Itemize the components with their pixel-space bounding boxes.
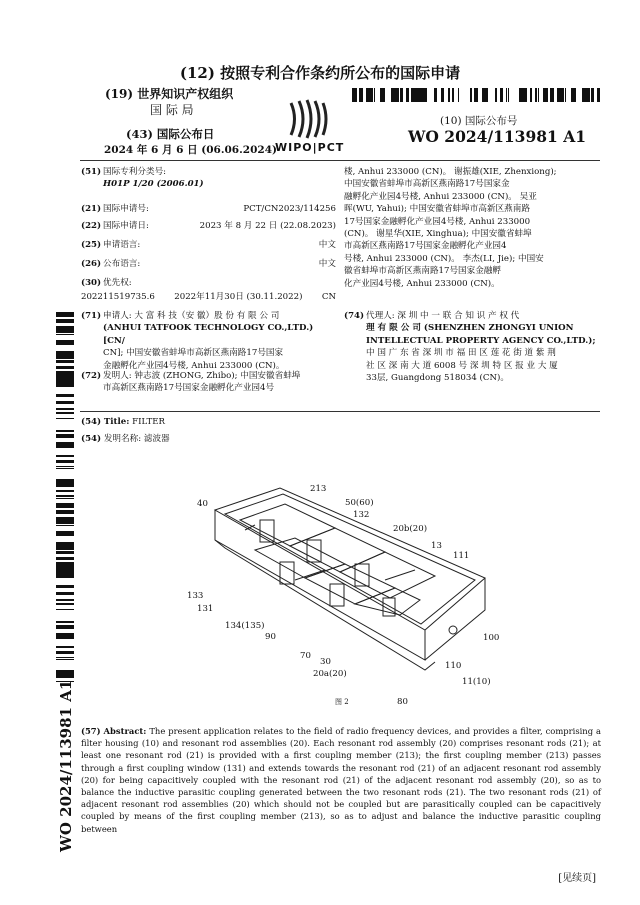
figure-label: 50(60) (345, 498, 374, 508)
inventor-line: 市高新区燕南路17号国家金融孵化产业园4 (344, 241, 507, 252)
publication-number-value: WO 2024/113981 A1 (408, 127, 587, 146)
field-agent (344, 310, 600, 384)
figure-label: 132 (353, 510, 370, 520)
field-ipc (81, 166, 336, 191)
inventor-line: 楼, Anhui 233000 (CN)。 谢振雄(XIE, Zhenxiong); (344, 167, 557, 177)
field-value: 中文 (318, 240, 336, 250)
figure-caption: 图 2 (335, 698, 349, 706)
organization-name: (19) 世界知识产权组织 (105, 87, 234, 101)
priority-number: 202211519735.6 (81, 292, 155, 303)
field-number: (25) (81, 240, 102, 250)
field-value: FILTER (132, 417, 165, 427)
publication-number-label: (10) 国际公布号 (440, 115, 518, 127)
agent-line: 中 国 广 东 省 深 圳 市 福 田 区 莲 花 街 道 紫 荆 (366, 348, 556, 359)
field-number: (51) (81, 167, 102, 177)
title-divider (80, 411, 600, 412)
barcode-icon (352, 88, 600, 102)
title-english (81, 416, 165, 428)
agent-line: 代理人: 深 圳 中 一 联 合 知 识 产 权 代 (366, 311, 520, 321)
field-label: Title: (103, 417, 130, 427)
field-number: (74) (344, 311, 365, 321)
applicant-line: (ANHUI TATFOOK TECHNOLOGY CO.,LTD.) [CN/ (103, 323, 314, 346)
field-label: 公布语言: (103, 259, 141, 269)
figure-label: 30 (320, 657, 331, 667)
inventor-line: 发明人: 钟志波 (ZHONG, Zhibo); 中国安徽省蚌埠 (103, 371, 301, 381)
field-number: (72) (81, 371, 102, 381)
field-value: PCT/CN2023/114256 (243, 204, 336, 214)
field-number: (30) (81, 278, 102, 288)
patent-figure (185, 480, 505, 710)
field-value: 滤波器 (143, 434, 170, 444)
figure-label: 70 (300, 651, 311, 661)
figure-label: 110 (445, 661, 462, 671)
field-label: 国际申请日: (103, 221, 149, 231)
barcode-icon (56, 312, 74, 682)
field-number: (54) (81, 434, 102, 444)
inventor-line: 化产业园4号楼, Anhui 233000 (CN)。 (344, 278, 500, 289)
wipo-logo (263, 95, 373, 155)
field-inventor (81, 370, 336, 395)
field-applicant (81, 310, 336, 372)
applicant-line: CN]; 中国安徽省蚌埠市高新区燕南路17号国家 (103, 348, 284, 359)
field-number: (71) (81, 311, 102, 321)
figure-label: 100 (483, 633, 500, 643)
field-label: 申请语言: (103, 240, 141, 250)
figure-label: 131 (197, 604, 214, 614)
field-publication-language (81, 258, 336, 270)
field-value: 2023 年 8 月 22 日 (22.08.2023) (199, 221, 336, 231)
figure-label: 13 (431, 541, 442, 551)
priority-date: 2022年11月30日 (30.11.2022) (174, 292, 303, 303)
figure-label: 133 (187, 591, 204, 601)
field-value: 中文 (318, 259, 336, 269)
inventor-line: (CN)。 谢星华(XIE, Xinghua); 中国安徽省蚌埠 (344, 229, 532, 240)
field-label: 国际专利分类号: (103, 167, 167, 177)
figure-label: 90 (265, 632, 276, 642)
field-number: (26) (81, 259, 102, 269)
field-number: (22) (81, 221, 102, 231)
applicant-line: 金融孵化产业园4号楼, Anhui 233000 (CN)。 (103, 360, 285, 371)
top-barcode (352, 87, 600, 101)
agent-line: 社 区 深 南 大 道 6008 号 深 圳 特 区 报 业 大 厦 (366, 360, 558, 371)
side-barcode (56, 312, 74, 682)
publication-date-value: 2024 年 6 月 6 日 (06.06.2024) (104, 144, 277, 156)
figure-label: 134(135) (225, 621, 265, 631)
field-priority (81, 277, 336, 304)
inventor-line: 17号国家金融孵化产业园4号楼, Anhui 233000 (344, 216, 531, 227)
field-label: 国际申请号: (103, 204, 149, 214)
figure-label: 11(10) (462, 677, 491, 687)
inventors-continued (344, 166, 600, 290)
field-filing-date (81, 220, 336, 232)
field-label: 发明名称: (103, 434, 142, 444)
field-filing-language (81, 239, 336, 251)
figure-label: 111 (453, 551, 470, 561)
inventor-line: 中国安徽省蚌埠市高新区燕南路17号国家金 (344, 179, 510, 190)
publication-date-label: (43) 国际公布日 (126, 127, 215, 141)
field-number: (54) (81, 417, 102, 427)
agent-line: INTELLECTUAL PROPERTY AGENCY CO.,LTD.); (366, 335, 596, 346)
applicant-line: 申请人: 大 富 科 技（安 徽）股 份 有 限 公 司 (103, 311, 280, 321)
inventor-line: 徽省蚌埠市高新区燕南路17号国家金融孵 (344, 266, 502, 277)
figure-label: 40 (197, 499, 208, 509)
abstract (81, 725, 601, 835)
figure-label: 20a(20) (313, 669, 347, 679)
inventor-line: 晖(WU, Yahui); 中国安徽省蚌埠市高新区燕南路 (344, 204, 530, 215)
figure-label: 20b(20) (393, 524, 428, 534)
wipo-logo-text: WIPO|PCT (275, 141, 345, 154)
continuation-note: [见续页] (558, 873, 596, 884)
side-publication-number: WO 2024/113981 A1 (57, 679, 75, 852)
field-application-number (81, 203, 336, 215)
field-value: H01P 1/20 (2006.01) (103, 179, 204, 190)
title-chinese (81, 433, 170, 445)
field-number: (21) (81, 204, 102, 214)
field-number: (57) (81, 726, 101, 736)
inventor-line: 市高新区燕南路17号国家金融孵化产业园4号 (103, 383, 275, 394)
abstract-label: Abstract: (103, 726, 147, 736)
figure-label: 213 (310, 484, 327, 494)
organization-bureau: 国 际 局 (150, 103, 194, 117)
abstract-text: The present application relates to the field of radio frequency devices, and provides a filter, comprising a filter housing (10) and resonant rod assemblies (20). Each resonant rod assembly (20) comprises resonant rods (21); at least one resonant rod (21) is provided with a first coupling member (213); the first coupling member (213) passes through a first coupling window (131) and extends towards the resonant rod (21) of an adjacent resonant rod assembly (20) for being capacitively coupled with the resonant rod (21) of the adjacent resonant rod assembly (20), so as to balance the inductive parasitic coupling generated between the two resonant rods (21). The two resonant rods (21) of adjacent resonant rod assemblies (20) which should not be coupled but are parasitically coupled can be capacitively coupled by means of the first coupling member (213), so as to adjust and balance the inductive parasitic coupling between (81, 726, 601, 834)
document-title: (12) 按照专利合作条约所公布的国际申请 (179, 64, 461, 82)
inventor-line: 融孵化产业园4号楼, Anhui 233000 (CN)。 吴亚 (344, 191, 537, 202)
header-divider (80, 160, 600, 161)
figure-label: 80 (397, 697, 408, 707)
field-label: 优先权: (103, 278, 132, 288)
inventor-line: 号楼, Anhui 233000 (CN)。 李杰(LI, Jie); 中国安 (344, 253, 544, 264)
agent-line: 理 有 限 公 司 (SHENZHEN ZHONGYI UNION (366, 323, 574, 334)
priority-country: CN (321, 292, 336, 303)
agent-line: 33层, Guangdong 518034 (CN)。 (366, 373, 509, 384)
